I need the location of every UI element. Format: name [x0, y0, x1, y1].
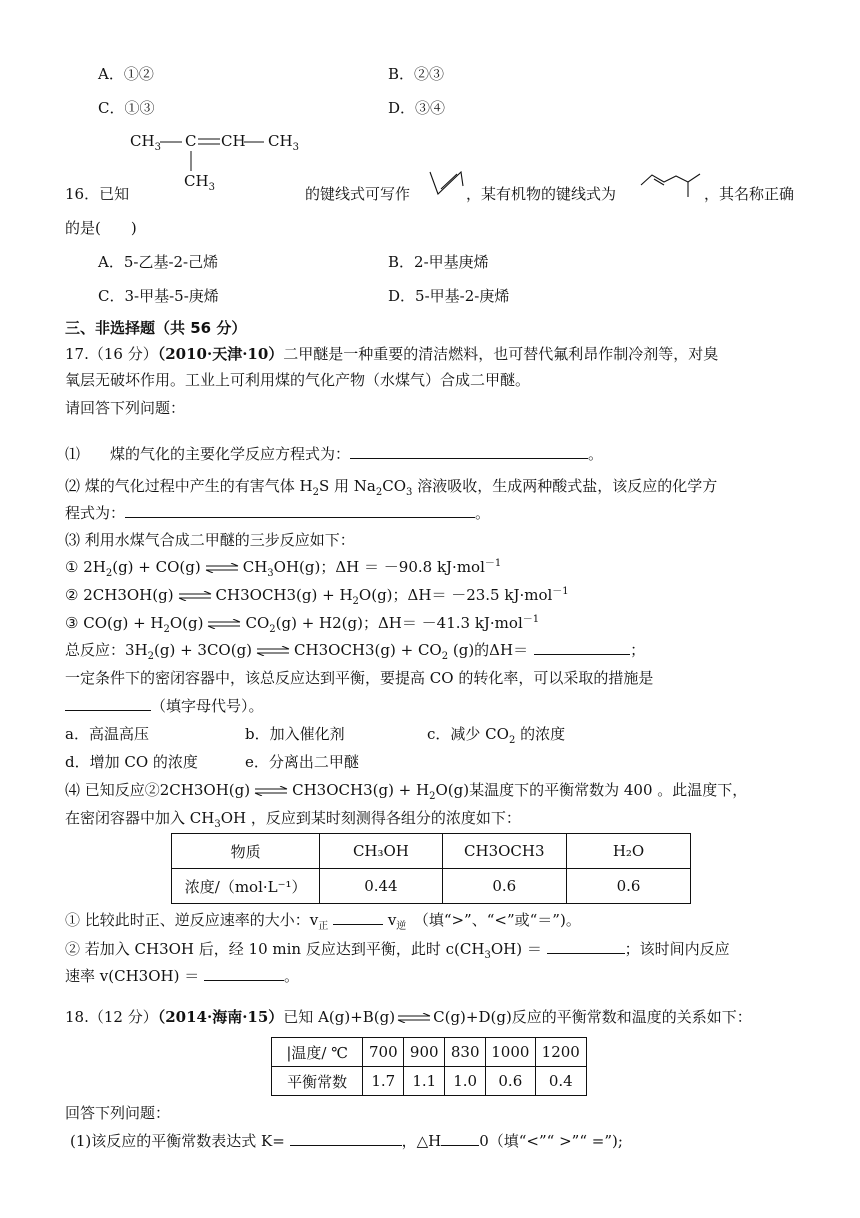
- q16-stem-post: ，某有机物的键线式为: [466, 185, 617, 203]
- q15-option-c: C．①③: [98, 99, 155, 117]
- choice-a: a．高温高压: [65, 725, 149, 743]
- table-cell: 1.0: [445, 1067, 486, 1096]
- equilibrium-constant-table: [271, 1037, 587, 1096]
- answer-blank[interactable]: [290, 1131, 402, 1146]
- table-cell: CH3OCH3: [442, 834, 567, 869]
- table-cell: 物质: [172, 834, 320, 869]
- table-cell: 浓度/（mol·L⁻¹）: [172, 869, 320, 904]
- q17-stem-line1: 17.（16 分）（2010·天津·10）二甲醚是一种重要的清洁燃料，也可替代氟利昂作制冷剂等，对臭: [65, 345, 719, 363]
- q15-option-b: B．②③: [388, 65, 445, 83]
- equilibrium-concentration: ② 若加入 CH3OH 后，经 10 min 反应达到平衡，此时 $c(CH_3OH)$ ＝ ；该时间内反应: [65, 940, 730, 961]
- compound-skeleton: [640, 170, 702, 202]
- q18-stem: 18.（12 分）（2014·海南·15）已知 A(g)+B(g) C(g)+D(g)反应的平衡常数和温度的关系如下：: [65, 1008, 752, 1026]
- answer-blank[interactable]: [534, 640, 630, 655]
- concentration-table: [171, 833, 691, 904]
- q16-option-c: C．3-甲基-5-庚烯: [98, 287, 219, 305]
- choice-e: e．分离出二甲醚: [245, 753, 359, 771]
- total-reaction: 总反应：$3H_2(g) + 3CO(g) CH3OCH3(g) + CO_2$ (g)的ΔH＝ ；: [65, 641, 646, 662]
- table-cell: |温度/ ℃: [272, 1038, 363, 1067]
- reaction-2: ② 2CH3OH(g) $CH3OCH3(g) + H_2O(g)$；ΔH＝ －23.5 kJ·mol$^{-1}$: [65, 586, 569, 607]
- answer-blank[interactable]: [350, 444, 588, 459]
- answer-blank[interactable]: [125, 503, 475, 518]
- table-cell: CH₃OH: [320, 834, 442, 869]
- q17-part4: ⑷ 已知反应②2CH3OH(g) $CH3OCH3(g) + H_2O(g)$某温度下的平衡常数为 400 。此温度下，: [65, 781, 748, 802]
- answer-blank[interactable]: [65, 696, 151, 711]
- choice-d: d．增加 CO 的浓度: [65, 753, 198, 771]
- table-cell: 1.7: [363, 1067, 404, 1096]
- q18-ask: 回答下列问题：: [65, 1104, 171, 1122]
- table-row: [272, 1038, 587, 1067]
- table-cell: 700: [363, 1038, 404, 1067]
- table-cell: 830: [445, 1038, 486, 1067]
- table-cell: 0.6: [442, 869, 567, 904]
- q17-condition-line2: （填字母代号）。: [65, 696, 264, 716]
- q17-stem-line3: 请回答下列问题：: [65, 399, 186, 417]
- q15-option-d: D．③④: [388, 99, 446, 117]
- reaction-1: ① $2H_2(g) + CO(g)$ $CH_3OH(g)$；ΔH ＝ －90.8 kJ·mol$^{-1}$: [65, 558, 502, 579]
- table-cell: 0.6: [567, 869, 691, 904]
- table-cell: 900: [404, 1038, 445, 1067]
- q16-option-d: D．5-甲基-2-庚烯: [388, 287, 510, 305]
- q17-part1: ⑴ 煤的气化的主要化学反应方程式为： 。: [65, 445, 604, 463]
- table-cell: 1.1: [404, 1067, 445, 1096]
- cis-2-butene-skeleton: [428, 164, 464, 202]
- answer-blank[interactable]: [547, 939, 625, 954]
- table-cell: 0.44: [320, 869, 442, 904]
- choice-b: b．加入催化剂: [245, 725, 345, 743]
- table-cell: 平衡常数: [272, 1067, 363, 1096]
- q17-part4-line2: 在密闭容器中加入 $CH_3OH$ ，反应到某时刻测得各组分的浓度如下：: [65, 809, 521, 830]
- table-cell: H₂O: [567, 834, 691, 869]
- compare-rates: ① 比较此时正、逆反应速率的大小：$v_正$ $v_逆$ （填“>”、“<”或“＝”)。: [65, 911, 581, 932]
- answer-blank[interactable]: [204, 966, 284, 981]
- q17-stem-line2: 氧层无破坏作用。工业上可利用煤的气化产物（水煤气）合成二甲醚。: [65, 371, 531, 389]
- q18-part1: (1)该反应的平衡常数表达式 K= ，△H 0（填“<”“ >”“ =”);: [70, 1132, 623, 1150]
- q16-stem-tail: ，其名称正确: [704, 185, 795, 203]
- table-cell: 1000: [486, 1038, 535, 1067]
- answer-blank[interactable]: [333, 910, 383, 925]
- table-row: [272, 1067, 587, 1096]
- reaction-3: ③ $CO(g) + H_2O(g) CO_2(g) + H2(g)$；ΔH＝ －41.3 kJ·mol$^{-1}$: [65, 614, 540, 635]
- choice-c: c．减少 $CO_2$ 的浓度: [427, 725, 566, 746]
- table-cell: 0.6: [486, 1067, 535, 1096]
- q16-stem-pre: 16．已知: [65, 185, 130, 203]
- table-row: [172, 834, 691, 869]
- q17-condition-line1: 一定条件下的密闭容器中，该总反应达到平衡，要提高 CO 的转化率，可以采取的措施是: [65, 669, 654, 687]
- table-row: [172, 869, 691, 904]
- q15-option-a: A．①②: [98, 65, 154, 83]
- q16-stem-mid: 的键线式可写作: [305, 185, 411, 203]
- q16-option-b: B．2-甲基庚烯: [388, 253, 489, 271]
- section-heading: 三、非选择题（共 56 分）: [65, 319, 247, 337]
- table-cell: 1200: [535, 1038, 587, 1067]
- q16-option-a: A．5-乙基-2-己烯: [98, 253, 219, 271]
- answer-blank[interactable]: [441, 1131, 479, 1146]
- q17-part2-line2: 程式为： 。: [65, 504, 491, 522]
- reaction-rate: 速率 v(CH3OH) ＝ 。: [65, 967, 299, 985]
- q16-stem-line2: 的是( ): [65, 219, 137, 237]
- q17-part2: ⑵ 煤的气化过程中产生的有害气体 $H_2S$ 用 $Na_2CO_3$ 溶液吸收，生成两种酸式盐，该反应的化学方: [65, 477, 718, 498]
- table-cell: 0.4: [535, 1067, 587, 1096]
- q17-part3: ⑶ 利用水煤气合成二甲醚的三步反应如下：: [65, 531, 355, 549]
